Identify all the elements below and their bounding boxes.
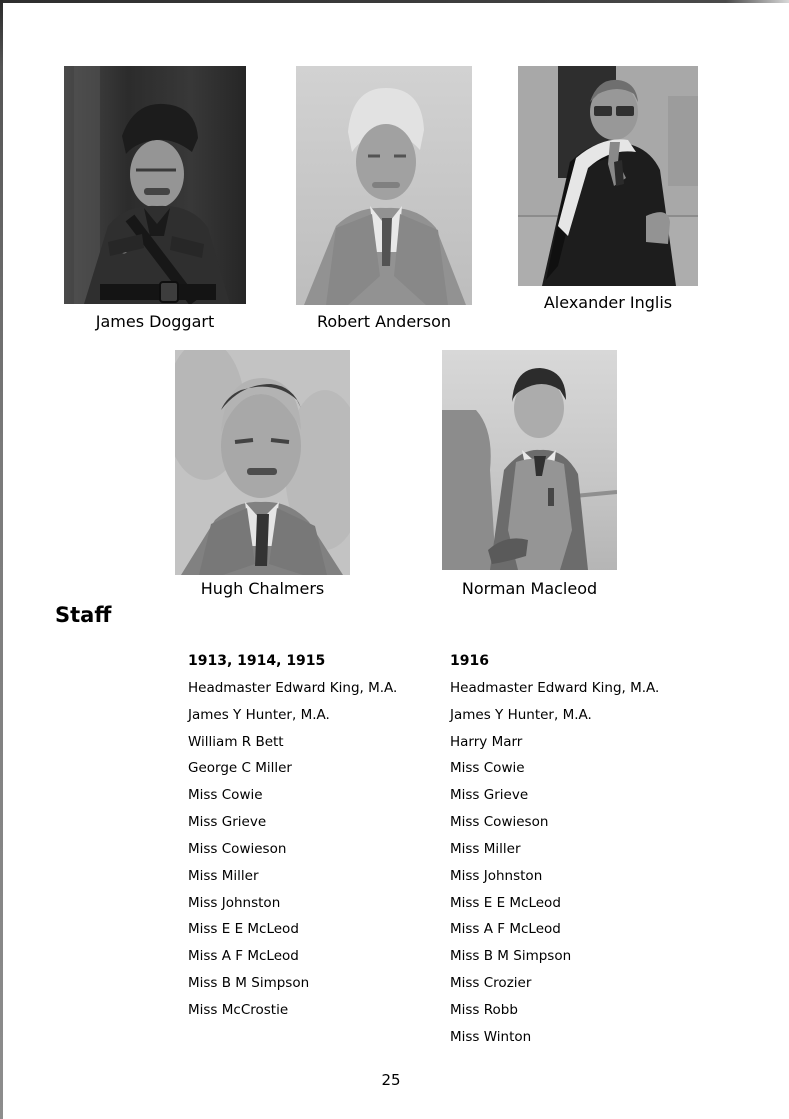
staff-member: Miss Johnston xyxy=(188,894,281,911)
portrait-caption-robert-anderson: Robert Anderson xyxy=(316,312,452,331)
staff-member: Miss Miller xyxy=(188,867,259,884)
staff-member: Miss Winton xyxy=(450,1028,532,1045)
staff-member: George C Miller xyxy=(188,760,292,777)
staff-member: Miss B M Simpson xyxy=(450,948,572,965)
scan-edge-top xyxy=(0,0,789,3)
staff-member: Miss Miller xyxy=(450,840,521,857)
staff-member: Miss Cowieson xyxy=(450,814,549,831)
portrait-photo-robert-anderson xyxy=(296,66,472,305)
portrait-caption-norman-macleod: Norman Macleod xyxy=(461,579,598,598)
portrait-caption-alexander-inglis: Alexander Inglis xyxy=(543,293,673,312)
portrait-caption-james-doggart: James Doggart xyxy=(95,312,215,331)
portrait-photo-hugh-chalmers xyxy=(175,350,350,575)
staff-member: Miss Cowie xyxy=(450,760,525,777)
staff-member: Miss B M Simpson xyxy=(188,975,310,992)
staff-member: Miss E E McLeod xyxy=(450,894,561,911)
staff-member: Miss Cowieson xyxy=(188,840,287,857)
staff-member: Miss Robb xyxy=(450,1001,518,1018)
staff-heading: Staff xyxy=(55,603,112,627)
staff-member: Headmaster Edward King, M.A. xyxy=(450,679,660,696)
portrait-caption-hugh-chalmers: Hugh Chalmers xyxy=(200,579,325,598)
staff-member: Miss Johnston xyxy=(450,867,543,884)
portrait-photo-norman-macleod xyxy=(442,350,617,570)
staff-member: Miss Grieve xyxy=(450,787,529,804)
staff-column-1913-1915 xyxy=(188,653,438,1029)
staff-member: Miss Cowie xyxy=(188,787,263,804)
staff-member: Miss A F McLeod xyxy=(188,948,299,965)
staff-member: Miss Grieve xyxy=(188,814,267,831)
staff-column-1916 xyxy=(450,653,700,1056)
staff-member: Miss McCrostie xyxy=(188,1001,289,1018)
scan-edge-left xyxy=(0,0,3,1119)
staff-member: James Y Hunter, M.A. xyxy=(450,706,592,723)
staff-member: Miss Crozier xyxy=(450,975,532,992)
staff-member: Miss A F McLeod xyxy=(450,921,561,938)
page-number: 25 xyxy=(381,1071,401,1089)
staff-member: Harry Marr xyxy=(450,733,523,750)
portrait-photo-james-doggart xyxy=(64,66,246,304)
staff-years-header: 1913, 1914, 1915 xyxy=(188,653,326,669)
staff-member: William R Bett xyxy=(188,733,284,750)
staff-member: James Y Hunter, M.A. xyxy=(188,706,330,723)
staff-years-header: 1916 xyxy=(450,653,489,669)
portrait-photo-alexander-inglis xyxy=(518,66,698,286)
staff-member: Headmaster Edward King, M.A. xyxy=(188,679,398,696)
staff-member: Miss E E McLeod xyxy=(188,921,299,938)
